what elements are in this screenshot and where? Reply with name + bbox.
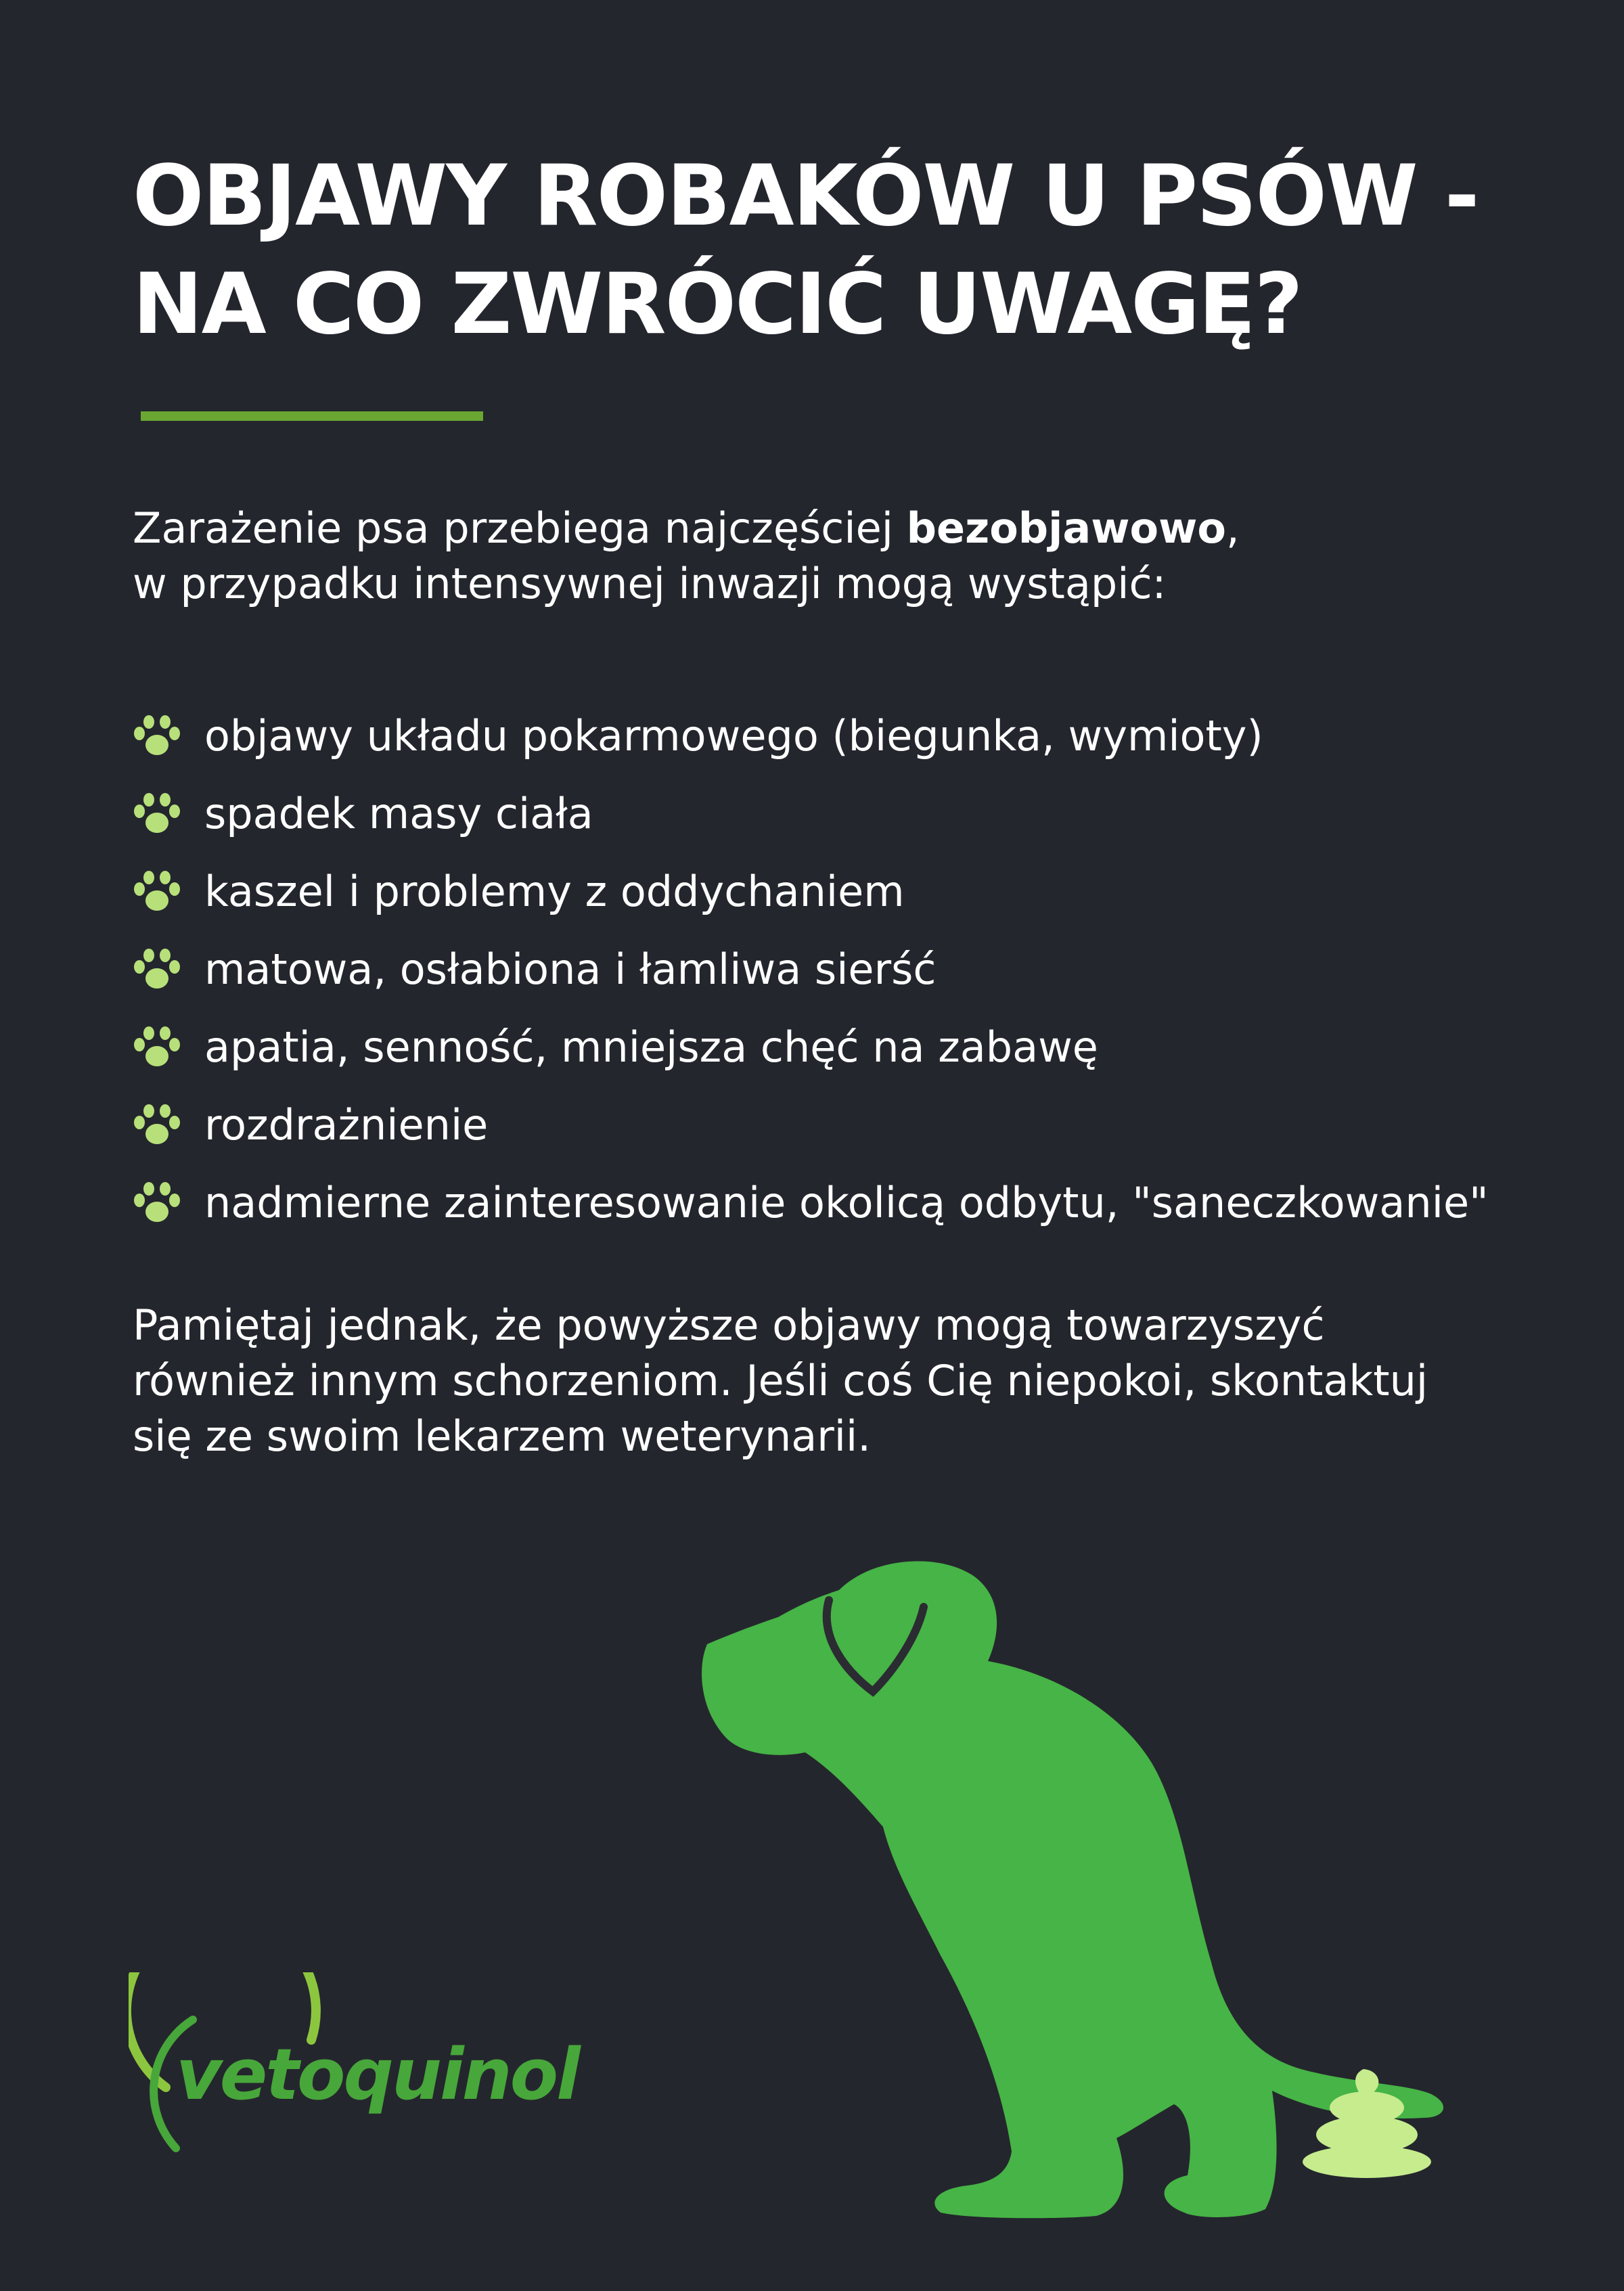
symptom-label: spadek masy ciała <box>204 789 593 838</box>
closing-line-1: Pamiętaj jednak, że powyższe objawy mogą towarzyszyć <box>133 1300 1325 1350</box>
symptom-label: kaszel i problemy z oddychaniem <box>204 867 905 916</box>
paw-icon <box>133 948 181 991</box>
paw-icon <box>133 792 181 836</box>
poop-icon <box>1299 2064 1435 2179</box>
intro-text-start: Zarażenie psa przebiega najczęściej <box>133 503 907 553</box>
closing-paragraph <box>133 1298 1486 1464</box>
vetoquinol-logo <box>129 1972 616 2175</box>
paw-icon <box>133 1104 181 1147</box>
closing-line-3: się ze swoim lekarzem weterynarii. <box>133 1411 871 1461</box>
page-title <box>133 142 1486 359</box>
title-divider <box>141 411 483 421</box>
symptom-label: objawy układu pokarmowego (biegunka, wymioty) <box>204 711 1263 761</box>
symptom-item <box>133 930 1489 1008</box>
symptom-item <box>133 1164 1489 1242</box>
symptom-list <box>133 697 1489 1242</box>
symptom-label: matowa, osłabiona i łamliwa sierść <box>204 945 937 994</box>
logo-wordmark: vetoquinol <box>176 2033 579 2116</box>
closing-line-2: również innym schorzeniom. Jeśli coś Cię niepokoi, skontaktuj <box>133 1356 1428 1405</box>
paw-icon <box>133 714 181 758</box>
intro-comma: , <box>1226 503 1240 553</box>
paw-icon <box>133 1181 181 1225</box>
symptom-item <box>133 1086 1489 1164</box>
symptom-item <box>133 775 1489 853</box>
symptom-label: apatia, senność, mniejsza chęć na zabawę <box>204 1022 1098 1072</box>
symptom-label: rozdrażnienie <box>204 1100 489 1150</box>
title-line-2: NA CO ZWRÓCIĆ UWAGĘ? <box>133 256 1302 353</box>
symptom-item <box>133 1008 1489 1086</box>
intro-bold-word: bezobjawowo <box>906 503 1226 553</box>
paw-icon <box>133 1026 181 1069</box>
title-line-1: OBJAWY ROBAKÓW U PSÓW - <box>133 148 1479 245</box>
intro-paragraph <box>133 501 1486 612</box>
symptom-item <box>133 697 1489 775</box>
symptom-item <box>133 853 1489 930</box>
paw-icon <box>133 870 181 913</box>
symptom-label: nadmierne zainteresowanie okolicą odbytu, "saneczkowanie" <box>204 1178 1489 1227</box>
intro-text-line-2: w przypadku intensywnej inwazji mogą wystąpić: <box>133 559 1167 608</box>
